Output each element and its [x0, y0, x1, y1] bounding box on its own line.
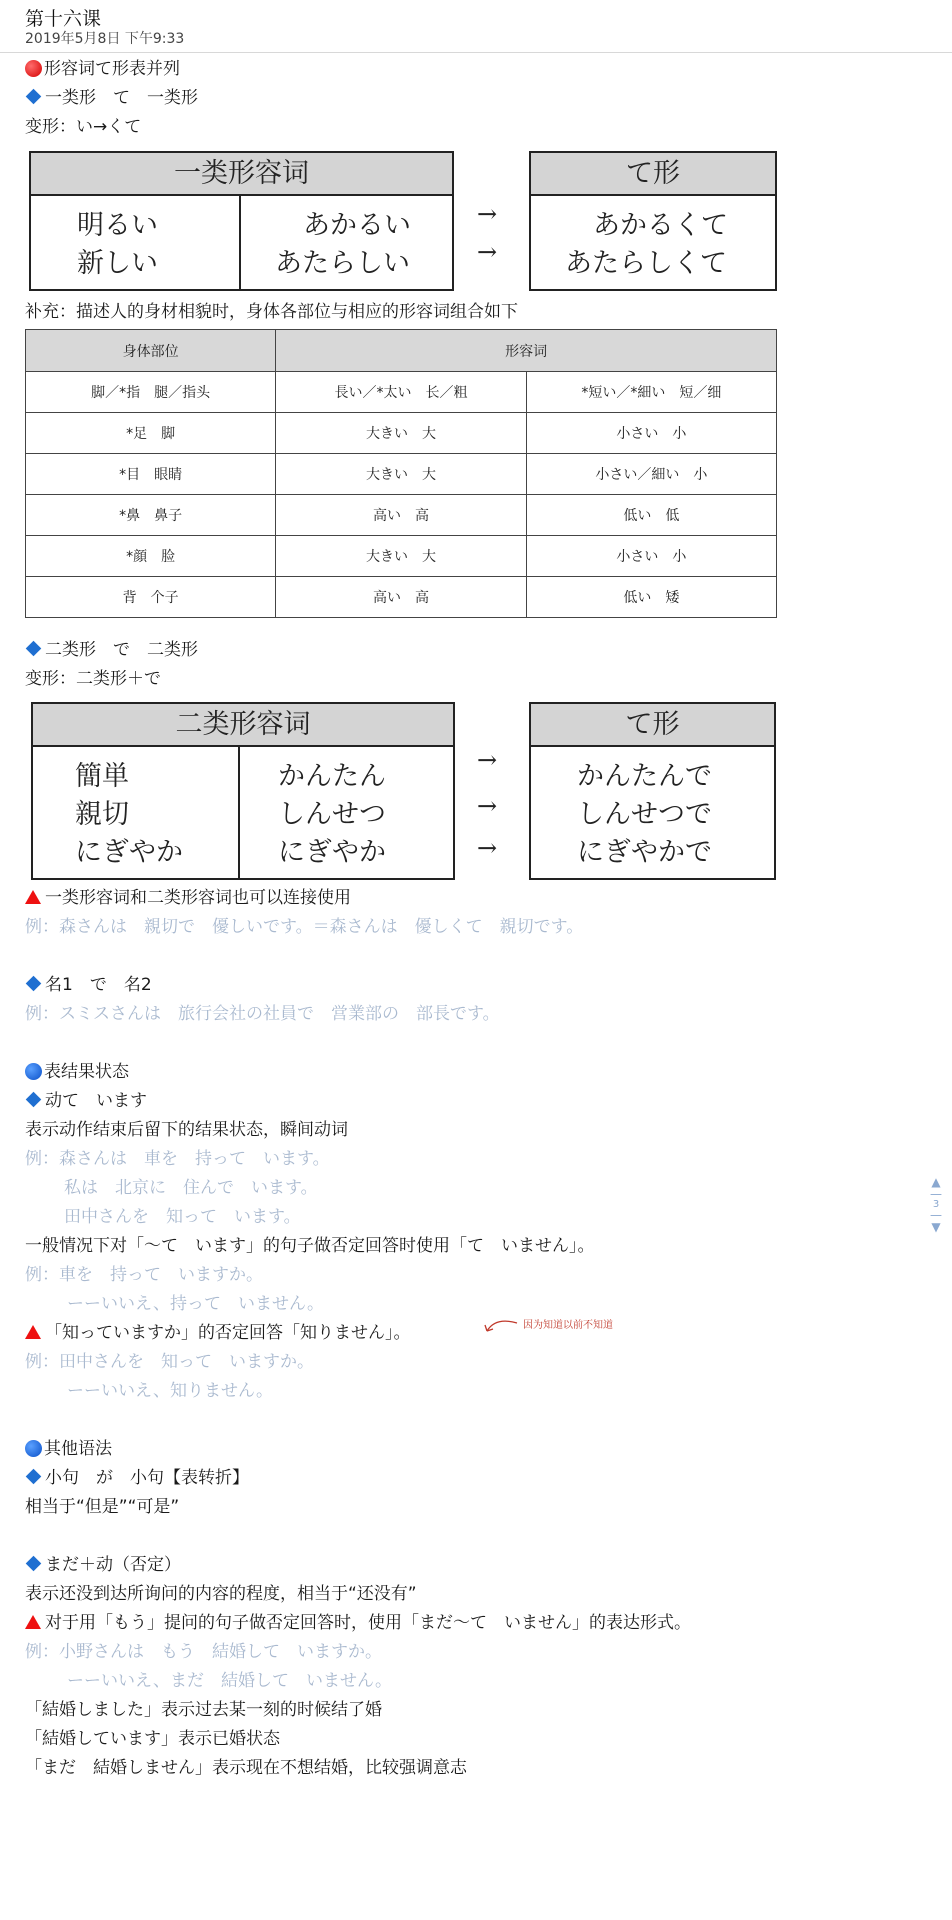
example-text: ーーいいえ、まだ 結婚して いません。	[67, 1671, 393, 1691]
red-triangle-icon	[25, 890, 41, 904]
blue-diamond-icon	[26, 89, 42, 105]
scroll-up-icon[interactable]: ▲	[931, 1175, 941, 1189]
arrow: →	[477, 200, 498, 228]
example-text: ーーいいえ、知りません。	[67, 1381, 274, 1401]
desc-text: 表示动作结束后留下的结果状态，瞬间动词	[25, 1120, 348, 1140]
blue-diamond-icon	[26, 1556, 42, 1572]
te-form: あたらしくて	[565, 248, 727, 279]
table-left-box	[29, 151, 454, 291]
table-header: て形	[531, 153, 775, 196]
adj-kanji: 簡単	[75, 761, 129, 792]
te-form: しんせつで	[577, 799, 712, 830]
note-text: 一类形容词和二类形容词也可以连接使用	[25, 884, 925, 913]
red-triangle-icon	[25, 1325, 41, 1339]
note-text: 「知っていますか」的否定回答「知りません」。 因为知道以前不知道	[25, 1319, 925, 1348]
adj-kana: あたらしい	[275, 248, 410, 279]
example-text: 田中さんを 知って います。	[64, 1207, 301, 1227]
section-heading: 表结果状态	[25, 1058, 925, 1087]
example-text: 例：車を 持って いますか。	[25, 1265, 263, 1285]
arrow: →	[477, 792, 498, 820]
note-date: 2019年5月8日 下午9:33	[25, 31, 185, 47]
adj-kana: にぎやか	[278, 837, 386, 868]
te-form: かんたんで	[577, 761, 712, 792]
desc-text: 相当于“但是”“可是”	[25, 1497, 180, 1517]
subheading: 小句 が 小句【表转折】	[25, 1464, 925, 1493]
blue-diamond-icon	[26, 1092, 42, 1108]
table-row: 脚／*指 腿／指头 長い／*太い 长／粗 *短い／*細い 短／细	[26, 372, 777, 413]
example-text: 例：スミスさんは 旅行会社の社員で 営業部の 部長です。	[25, 1004, 500, 1024]
te-form: にぎやかで	[577, 837, 712, 868]
body-parts-table	[25, 329, 777, 618]
table-row: 背 个子 高い 高 低い 矮	[26, 577, 777, 618]
col-header-part: 身体部位	[26, 330, 276, 372]
red-triangle-icon	[25, 1615, 41, 1629]
blue-circle-icon	[25, 1063, 42, 1080]
table-header: 一类形容词	[31, 153, 452, 196]
na-adjective-de-table	[25, 698, 777, 884]
blue-circle-icon	[25, 1440, 42, 1457]
table-right-box	[529, 151, 777, 291]
handwritten-arrow-icon	[483, 1313, 523, 1335]
table-header: 二类形容词	[33, 704, 453, 747]
note-text: 对于用「もう」提问的句子做否定回答时，使用「まだ～て いません」的表达形式。	[25, 1609, 925, 1638]
page-number: 3	[932, 1199, 940, 1210]
subheading: 一类形 て 一类形	[25, 84, 925, 113]
example-text: 例：小野さんは もう 結婚して いますか。	[25, 1642, 382, 1662]
table-right-box	[529, 702, 776, 880]
rule-text: 变形：二类形＋で	[25, 669, 161, 689]
supplement-text: 补充：描述人的身材相貌时，身体各部位与相应的形容词组合如下	[25, 302, 518, 322]
table-row: *顔 脸 大きい 大 小さい 小	[26, 536, 777, 577]
arrow: →	[477, 238, 498, 266]
table-header: て形	[531, 704, 774, 747]
note-header	[0, 0, 952, 53]
i-adjective-te-table	[25, 146, 777, 296]
subheading: 动て います	[25, 1087, 925, 1116]
blue-diamond-icon	[26, 1469, 42, 1485]
blue-diamond-icon	[26, 976, 42, 992]
col-header-adjective: 形容词	[276, 330, 777, 372]
example-text: 例：森さんは 親切で 優しいです。＝森さんは 優しくて 親切です。	[25, 917, 584, 937]
note-content	[25, 54, 925, 1783]
adj-kana: しんせつ	[278, 799, 386, 830]
subheading: まだ＋动（否定）	[25, 1551, 925, 1580]
adj-kana: あかるい	[303, 210, 411, 241]
red-circle-icon	[25, 60, 42, 77]
example-text: 例：田中さんを 知って いますか。	[25, 1352, 314, 1372]
desc-text: 「結婚しました」表示过去某一刻的时候结了婚	[25, 1700, 382, 1720]
scroll-down-icon[interactable]: ▼	[931, 1220, 941, 1234]
subheading: 二类形 で 二类形	[25, 636, 925, 665]
rule-text: 变形：い→くて	[25, 117, 142, 137]
desc-text: 一般情况下对「～て います」的句子做否定回答时使用「て いません」。	[25, 1236, 595, 1256]
table-row: *目 眼睛 大きい 大 小さい／細い 小	[26, 454, 777, 495]
desc-text: 「まだ 結婚しません」表示现在不想结婚，比较强调意志	[25, 1758, 467, 1778]
example-text: 私は 北京に 住んで います。	[64, 1178, 318, 1198]
section-heading: 形容词て形表并列	[25, 55, 925, 84]
adj-kanji: 新しい	[77, 248, 158, 279]
arrow: →	[477, 834, 498, 862]
example-text: ーーいいえ、持って いません。	[67, 1294, 325, 1314]
handwritten-annotation: 因为知道以前不知道	[523, 1320, 613, 1331]
table-left-box	[31, 702, 455, 880]
note-title: 第十六课	[25, 8, 102, 30]
desc-text: 「結婚しています」表示已婚状态	[25, 1729, 280, 1749]
page-scroller[interactable]: ▲ — 3 — ▼	[930, 1175, 942, 1234]
adj-kanji: 親切	[75, 799, 129, 830]
table-row: *鼻 鼻子 高い 高 低い 低	[26, 495, 777, 536]
table-row: *足 脚 大きい 大 小さい 小	[26, 413, 777, 454]
adj-kana: かんたん	[278, 761, 386, 792]
adj-kanji: 明るい	[77, 210, 158, 241]
adj-kanji: にぎやか	[75, 837, 183, 868]
te-form: あかるくて	[593, 210, 728, 241]
arrow: →	[477, 746, 498, 774]
blue-diamond-icon	[26, 641, 42, 657]
subheading: 名1 で 名2	[25, 971, 925, 1000]
desc-text: 表示还没到达所询问的内容的程度，相当于“还没有”	[25, 1584, 417, 1604]
example-text: 例：森さんは 車を 持って います。	[25, 1149, 330, 1169]
section-heading: 其他语法	[25, 1435, 925, 1464]
